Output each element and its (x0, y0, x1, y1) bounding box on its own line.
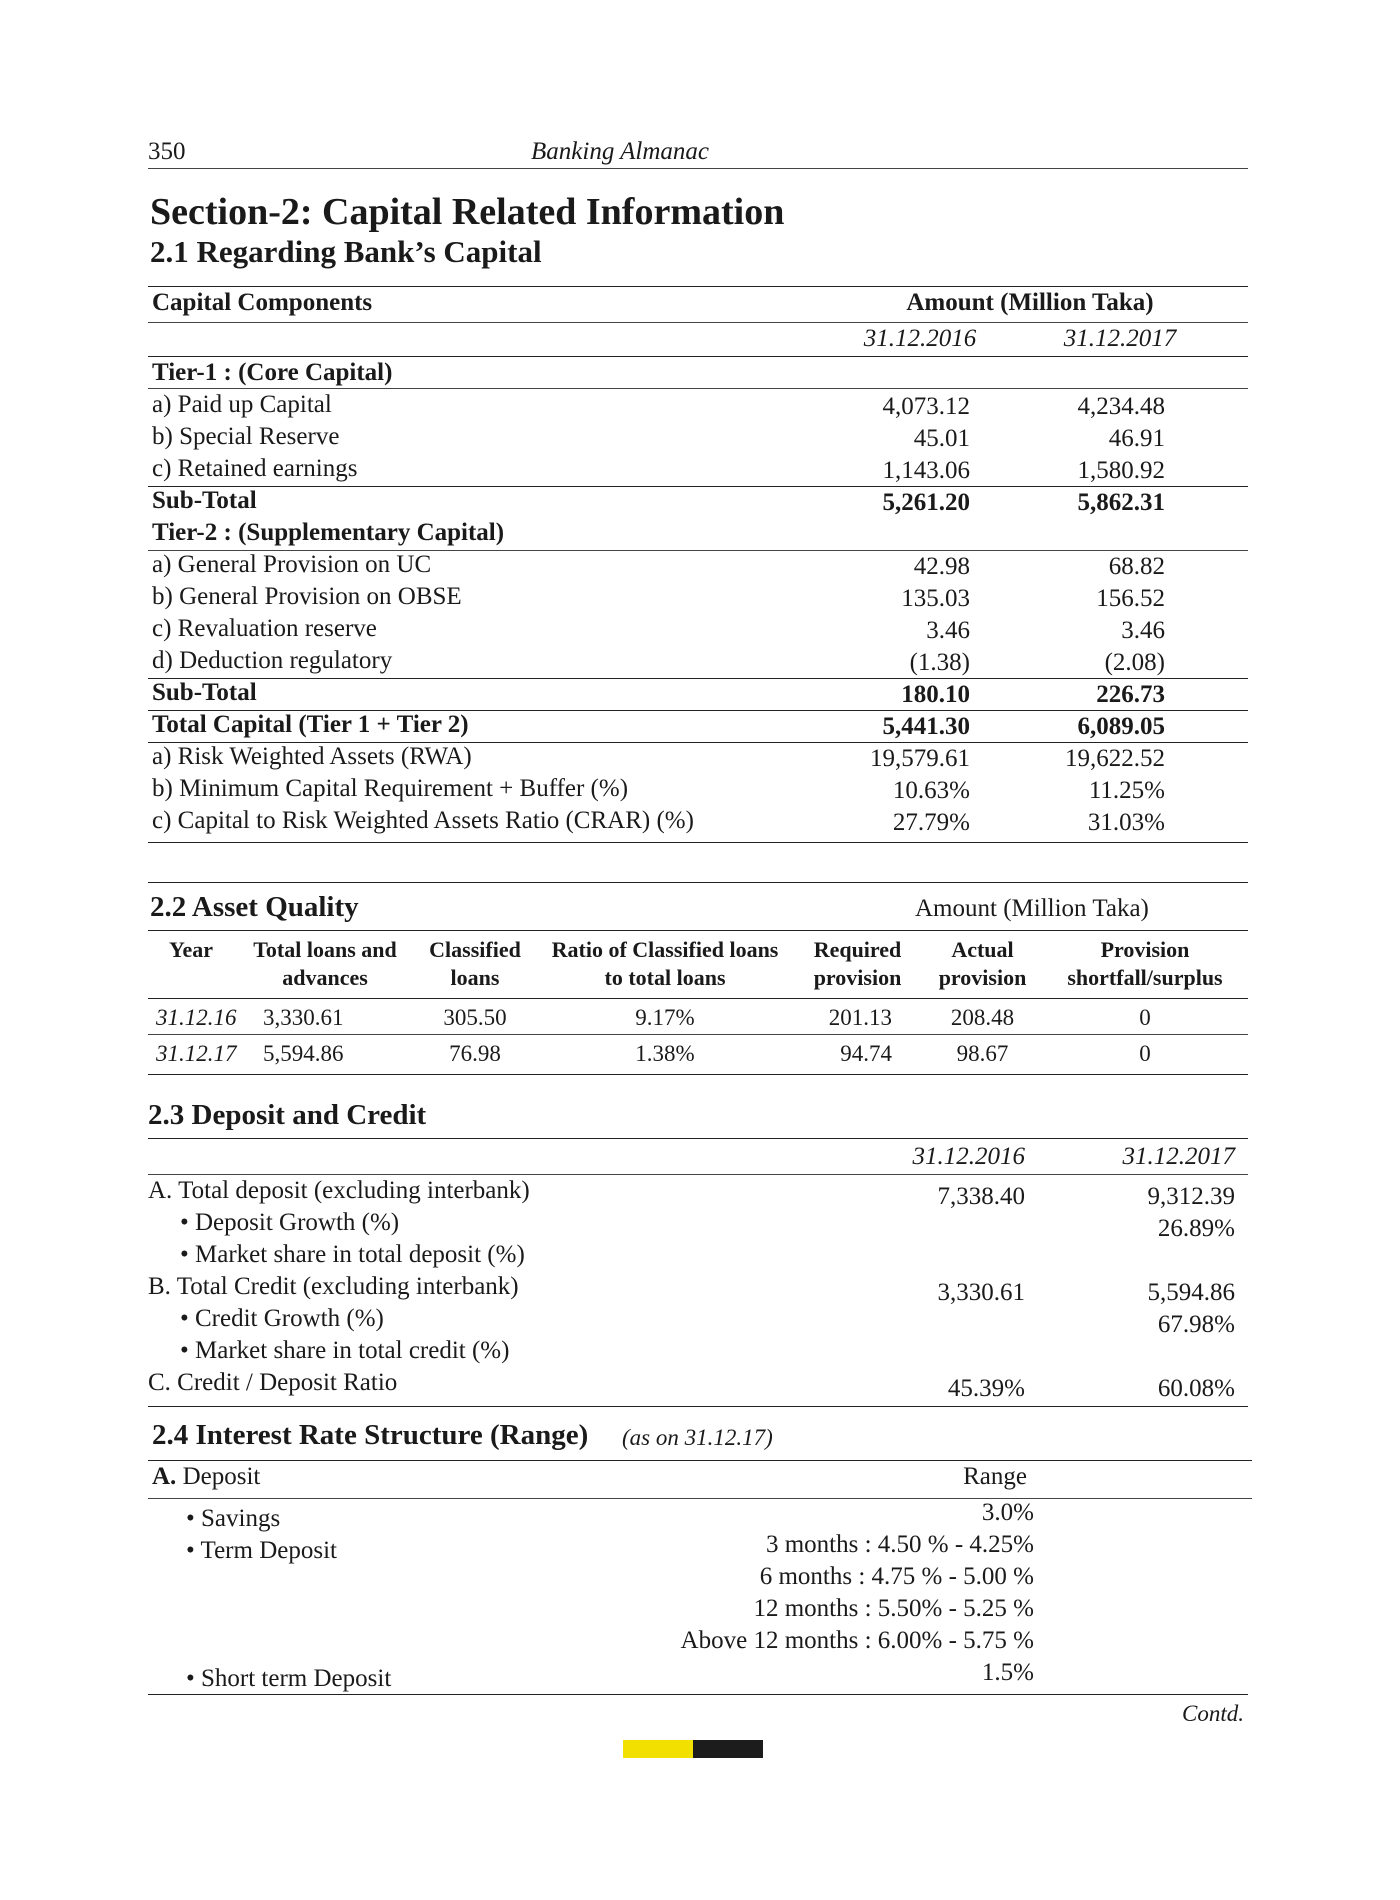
cell-actual: 208.48 (950, 1005, 1015, 1030)
row-value-2017: 67.98% (1157, 1311, 1235, 1338)
row-value-2016: 45.39% (947, 1375, 1025, 1402)
row-value-2017: 5,594.86 (1147, 1279, 1235, 1306)
row-label: c) Revaluation reserve (152, 615, 377, 642)
header-shortfall: Provision (1100, 937, 1190, 962)
term-range: 12 months : 5.50% - 5.25 % (753, 1595, 1034, 1622)
row-value-2016: 1,143.06 (882, 457, 970, 484)
rule (148, 1694, 1248, 1695)
row-value-2016: 7,338.40 (937, 1183, 1025, 1210)
cell-ratio: 9.17% (635, 1005, 695, 1030)
footer-accent-yellow (623, 1740, 693, 1758)
contd-note: Contd. (1182, 1701, 1244, 1726)
savings-range: 3.0% (981, 1499, 1034, 1526)
cell-actual: 98.67 (956, 1041, 1009, 1066)
col-amount-header: Amount (Million Taka) (906, 289, 1154, 316)
deposit-label: Deposit (182, 1463, 261, 1490)
row-value-2017: 4,234.48 (1077, 393, 1165, 420)
row-label: Total Capital (Tier 1 + Tier 2) (152, 711, 469, 738)
row-value-2017: (2.08) (1104, 649, 1165, 676)
running-title: Banking Almanac (531, 138, 709, 165)
row-value-2017: 3.46 (1121, 617, 1165, 644)
row-label: • Deposit Growth (%) (180, 1209, 400, 1236)
term-deposit-label: • Term Deposit (186, 1537, 337, 1564)
row-label: • Credit Growth (%) (180, 1305, 384, 1332)
row-value-2016: 42.98 (913, 553, 970, 580)
row-label: b) Special Reserve (152, 423, 340, 450)
deposit-heading (152, 1462, 260, 1492)
row-value-2016: 5,261.20 (882, 489, 970, 516)
row-value-2016: 19,579.61 (870, 745, 970, 772)
cell-classified: 76.98 (449, 1041, 501, 1066)
rule (148, 356, 1248, 357)
header-ratio: Ratio of Classified loans (551, 937, 779, 962)
rule (148, 1138, 1248, 1139)
term-range: Above 12 months : 6.00% - 5.75 % (680, 1627, 1034, 1654)
rule (148, 1074, 1248, 1075)
rule (148, 1174, 1248, 1175)
rule (148, 842, 1248, 843)
rule (148, 388, 1248, 389)
row-value-2017: 226.73 (1096, 681, 1165, 708)
savings-label: • Savings (186, 1505, 281, 1532)
row-value-2016: 180.10 (901, 681, 970, 708)
range-header: Range (963, 1463, 1027, 1490)
row-label: c) Retained earnings (152, 455, 358, 482)
deposit-credit-title: 2.3 Deposit and Credit (148, 1099, 427, 1131)
row-label: b) Minimum Capital Requirement + Buffer (%) (152, 775, 629, 802)
interest-title: 2.4 Interest Rate Structure (Range) (152, 1419, 589, 1451)
cell-loans: 5,594.86 (263, 1041, 344, 1066)
row-value-2017: 46.91 (1108, 425, 1165, 452)
header-classified: loans (450, 965, 500, 990)
header-actual: provision (938, 965, 1027, 990)
row-label: C. Credit / Deposit Ratio (148, 1369, 398, 1396)
row-value-2016: 135.03 (901, 585, 970, 612)
row-value-2016: 27.79% (892, 809, 970, 836)
header-year: Year (169, 937, 213, 962)
row-value-2016: 5,441.30 (882, 713, 970, 740)
deposit-date-2016: 31.12.2016 (912, 1143, 1025, 1170)
header-shortfall: shortfall/surplus (1067, 965, 1223, 990)
section-title: Section-2: Capital Related Information (150, 191, 785, 233)
row-label: b) General Provision on OBSE (152, 583, 462, 610)
row-value-2017: 26.89% (1157, 1215, 1235, 1242)
row-label: a) General Provision on UC (152, 551, 432, 578)
rule (148, 322, 1248, 323)
header-required: Required (813, 937, 902, 962)
row-value-2016: 45.01 (913, 425, 970, 452)
row-value-2017: 1,580.92 (1077, 457, 1165, 484)
deposit-prefix: A. (152, 1463, 177, 1490)
row-label: a) Paid up Capital (152, 391, 332, 418)
capital-date-2016: 31.12.2016 (863, 325, 977, 352)
cell-required: 94.74 (840, 1041, 892, 1066)
row-value-2017: 19,622.52 (1065, 745, 1165, 772)
cell-loans: 3,330.61 (263, 1005, 344, 1030)
rule (148, 1406, 1248, 1407)
row-value-2016: (1.38) (909, 649, 970, 676)
row-label: Sub-Total (152, 487, 257, 514)
rule (148, 930, 1248, 931)
header-ratio: to total loans (604, 965, 726, 990)
cell-year: 31.12.16 (156, 1005, 237, 1030)
row-label: • Market share in total credit (%) (180, 1337, 510, 1364)
tier1-heading: Tier-1 : (Core Capital) (152, 359, 393, 386)
row-label: c) Capital to Risk Weighted Assets Ratio (CRAR) (%) (152, 807, 694, 834)
tier2-heading: Tier-2 : (Supplementary Capital) (152, 519, 505, 546)
header-loans: advances (282, 965, 368, 990)
capital-date-2017: 31.12.2017 (1063, 325, 1177, 352)
rule (148, 678, 1248, 679)
row-value-2016: 10.63% (892, 777, 970, 804)
row-value-2017: 11.25% (1088, 777, 1165, 804)
cell-classified: 305.50 (443, 1005, 507, 1030)
header-actual: Actual (951, 937, 1014, 962)
short-term-range: 1.5% (981, 1659, 1034, 1686)
row-value-2016: 3,330.61 (937, 1279, 1025, 1306)
interest-note: (as on 31.12.17) (622, 1425, 773, 1450)
col-components-header: Capital Components (152, 289, 373, 316)
row-value-2017: 68.82 (1108, 553, 1165, 580)
row-label: A. Total deposit (excluding interbank) (148, 1177, 530, 1204)
header-required: provision (813, 965, 902, 990)
rule (148, 486, 1248, 487)
header-classified: Classified (429, 937, 521, 962)
row-label: Sub-Total (152, 679, 257, 706)
deposit-date-2017: 31.12.2017 (1122, 1143, 1235, 1170)
row-value-2017: 60.08% (1157, 1375, 1235, 1402)
rule (148, 882, 1248, 883)
row-value-2017: 9,312.39 (1147, 1183, 1235, 1210)
capital-title: 2.1 Regarding Bank’s Capital (150, 234, 542, 269)
page-number: 350 (148, 138, 186, 165)
term-range: 3 months : 4.50 % - 4.25% (765, 1531, 1034, 1558)
rule (148, 1460, 1252, 1461)
term-range: 6 months : 4.75 % - 5.00 % (759, 1563, 1034, 1590)
header-rule (148, 168, 1248, 169)
asset-quality-unit: Amount (Million Taka) (915, 895, 1149, 922)
row-value-2017: 6,089.05 (1077, 713, 1165, 740)
rule (148, 998, 1248, 999)
row-label: • Market share in total deposit (%) (180, 1241, 525, 1268)
rule (148, 286, 1248, 287)
cell-year: 31.12.17 (156, 1041, 237, 1066)
row-label: d) Deduction regulatory (152, 647, 393, 674)
row-value-2017: 31.03% (1087, 809, 1165, 836)
asset-quality-title: 2.2 Asset Quality (150, 891, 359, 923)
footer-accent-black (693, 1740, 763, 1758)
row-label: B. Total Credit (excluding interbank) (148, 1273, 519, 1300)
row-value-2017: 156.52 (1096, 585, 1165, 612)
rule (148, 1034, 1248, 1035)
header-loans: Total loans and (253, 937, 397, 962)
row-value-2016: 4,073.12 (882, 393, 970, 420)
cell-ratio: 1.38% (635, 1041, 695, 1066)
cell-required: 201.13 (828, 1005, 892, 1030)
row-value-2017: 5,862.31 (1077, 489, 1165, 516)
cell-shortfall: 0 (1139, 1005, 1151, 1030)
cell-shortfall: 0 (1139, 1041, 1151, 1066)
row-label: a) Risk Weighted Assets (RWA) (152, 743, 472, 770)
row-value-2016: 3.46 (926, 617, 970, 644)
short-term-label: • Short term Deposit (186, 1665, 392, 1692)
